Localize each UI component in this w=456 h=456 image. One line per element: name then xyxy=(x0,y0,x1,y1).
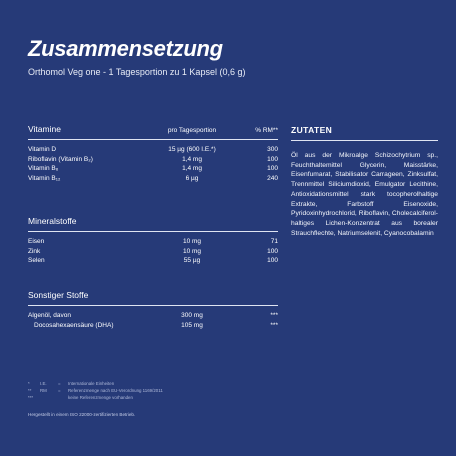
nutrient-amount: 1,4 mg xyxy=(182,155,202,163)
nutrient-row xyxy=(28,256,278,266)
footnote xyxy=(28,394,248,401)
nutrient-row xyxy=(28,311,278,321)
nutrient-name: Vitamin B₁₂ xyxy=(28,174,61,182)
mineralstoffe-rows xyxy=(28,232,278,266)
mineralstoffe-section xyxy=(28,216,278,266)
footnote-equals xyxy=(58,394,68,401)
sonstige-title: Sonstiger Stoffe xyxy=(28,290,89,300)
nutrient-row xyxy=(28,145,278,155)
footnote-mark: ** xyxy=(28,388,32,393)
footnote xyxy=(28,387,248,394)
product-subtitle: Orthomol Veg one - 1 Tagesportion zu 1 Kapsel (0,6 g) xyxy=(28,67,246,77)
footnote-mark: *** xyxy=(28,395,34,400)
ingredients-section xyxy=(291,125,438,238)
nutrient-rm: 100 xyxy=(267,165,278,173)
vitamine-header xyxy=(28,124,278,140)
sonstige-section xyxy=(28,290,278,330)
mineralstoffe-title: Mineralstoffe xyxy=(28,216,77,226)
nutrient-rm: 100 xyxy=(267,257,278,265)
nutrient-row xyxy=(28,321,278,331)
footnote-equals: = xyxy=(58,381,61,386)
vitamine-title: Vitamine xyxy=(28,124,61,134)
sonstige-header xyxy=(28,290,278,306)
footnote-text: Internationale Einheiten xyxy=(68,381,115,386)
footnote-key: I.E. xyxy=(40,381,47,386)
nutrient-name: Vitamin B₆ xyxy=(28,165,59,173)
nutrient-amount: 55 µg xyxy=(183,257,201,265)
nutrient-name: Algenöl, davon xyxy=(28,312,72,319)
sonstige-rows xyxy=(28,306,278,330)
nutrient-name: Eisen xyxy=(28,238,45,245)
nutrient-rm: 240 xyxy=(267,174,278,182)
certification-note: Hergestellt in einem ISO 22000-zertifizierten Betrieb. xyxy=(28,412,136,417)
nutrient-row xyxy=(28,174,278,184)
nutrient-rm: 71 xyxy=(270,238,278,245)
nutrient-row xyxy=(28,237,278,247)
nutrient-rm: *** xyxy=(270,321,278,329)
nutrient-row xyxy=(28,247,278,257)
nutrient-name: Docosahexaensäure (DHA) xyxy=(34,321,114,329)
footnote-mark: * xyxy=(28,381,30,386)
nutrient-name: Selen xyxy=(28,257,45,265)
nutrient-rm: *** xyxy=(270,312,278,319)
nutrient-name: Vitamin D xyxy=(28,146,57,153)
footnote-key xyxy=(40,394,58,401)
nutrient-rm: 300 xyxy=(267,146,278,153)
ingredients-text: Öl aus der Mikroalge Schizochytrium sp., Feuchthaltemittel Glycerin, Maisstärke, Eisenfumarat, Stabilisator Carrageen, Zinksulfat, Trennmittel Siliciumdioxid, Emulgator Lecithine, Antioxidationsmittel stark tocopherolhaltige Extrakte, Farbstoff Eisenoxide, Pyridoxinhydrochlorid, Riboflavin, Cholecalciferol-haltiges Lichen-Konzentrat aus borealer Strauchflechte, Natriumselenit, Cyanocobalamin xyxy=(291,152,438,237)
nutrient-row xyxy=(28,155,278,165)
nutrient-row xyxy=(28,164,278,174)
vitamine-rows xyxy=(28,140,278,183)
column-rm-header: % RM** xyxy=(255,127,278,134)
nutrient-rm: 100 xyxy=(267,247,278,255)
nutrient-rm: 100 xyxy=(267,155,278,163)
footnotes xyxy=(28,380,248,401)
footnote-text: Referenzmenge nach EU-Verordnung 1169/2011 xyxy=(68,388,163,393)
nutrient-amount: 105 mg xyxy=(181,321,203,329)
ingredients-title: ZUTATEN xyxy=(291,125,438,141)
footnote-key: RM xyxy=(40,388,47,393)
nutrient-name: Zink xyxy=(28,247,41,255)
nutrient-name: Riboflavin (Vitamin B₂) xyxy=(28,155,93,163)
vitamine-section xyxy=(28,124,278,183)
page-title: Zusammensetzung xyxy=(28,36,223,61)
nutrient-amount: 6 µg xyxy=(185,174,199,182)
mineralstoffe-header xyxy=(28,216,278,232)
footnote-equals: = xyxy=(58,388,61,393)
footnote xyxy=(28,380,248,387)
column-portion-header: pro Tagesportion xyxy=(167,127,217,134)
nutrient-amount: 10 mg xyxy=(182,247,202,255)
nutrient-amount: 1,4 mg xyxy=(182,165,202,173)
nutrient-amount: 300 mg xyxy=(181,312,203,319)
nutrient-amount: 15 µg (600 I.E.*) xyxy=(168,146,216,153)
nutrient-amount: 10 mg xyxy=(182,238,202,245)
footnote-text: keine Referenzmenge vorhanden xyxy=(68,395,133,400)
